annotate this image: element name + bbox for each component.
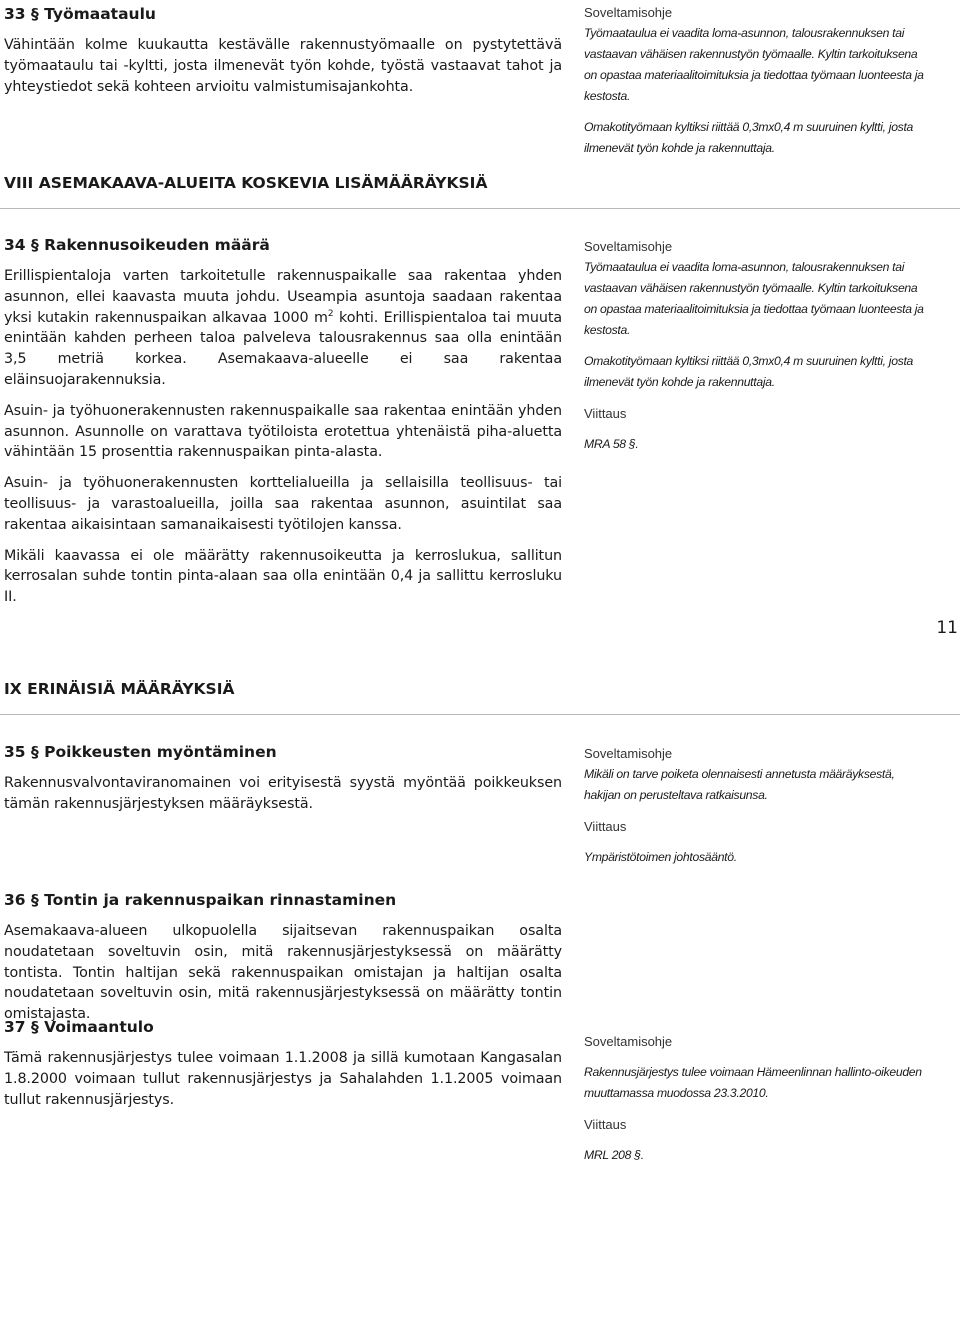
- section-35-body: [4, 773, 562, 815]
- section-33-note: [584, 2, 929, 159]
- note-label: Soveltamisohje: [584, 239, 673, 254]
- section-divider: [0, 714, 960, 715]
- section-ix-title: IX ERINÄISIÄ MÄÄRÄYKSIÄ: [4, 680, 235, 698]
- section-34-note: [584, 236, 929, 455]
- section-36-body: [4, 921, 562, 1025]
- note-label: Soveltamisohje: [584, 5, 673, 20]
- page-number: 11: [936, 618, 958, 638]
- section-33-body: [4, 35, 562, 97]
- section-33-heading: 33 § Työmaataulu: [4, 5, 156, 23]
- section-viii-title: VIII ASEMAKAAVA-ALUEITA KOSKEVIA LISÄMÄÄRÄYKSIÄ: [4, 174, 488, 192]
- note-text-2: Omakotityömaan kyltiksi riittää 0,3mx0,4 m suuruinen kyltti, josta ilmenevät työn kohde ja rakennuttaja.: [584, 120, 914, 155]
- section-34-body: [4, 266, 562, 608]
- reference-text: MRL 208 §.: [584, 1148, 644, 1162]
- note-text: Työmaataulua ei vaadita loma-asunnon, talousrakennuksen tai vastaavan vähäisen rakennustyön työmaalle. Kyltin tarkoituksena on opastaa materiaalitoimituksia ja tiedottaa työmaan luonteesta ja kestosta.: [584, 260, 924, 337]
- section-34-heading: 34 § Rakennusoikeuden määrä: [4, 236, 270, 254]
- section-34-paragraph-3: Asuin- ja työhuonerakennusten korttelialueilla ja sellaisilla teollisuus- tai teollisuus- ja varastoalueilla, joilla saa rakentaa asunnon, asuintilat saa rakentaa aikaisintaan samanaikaisesti työtilojen kanssa.: [4, 475, 562, 533]
- section-34-paragraph-1: Erillispientaloja varten tarkoitetulle rakennuspaikalle saa rakentaa yhden asunnon, ellei kaavasta muuta johdu. Useampia asuntoja saadaan rakentaa yksi kutakin rakennuspaikan alkavaa 1000 $m^2$ kohti. Erillispientaloa tai muuta enintään kahden perheen taloa palveleva talousrakennus saa olla enintään 3,5 metriä korkea. Asemakaava-alueelle ei saa rakentaa eläinsuojarakennuksia.: [4, 268, 563, 388]
- reference-label: Viittaus: [584, 1117, 627, 1132]
- section-35-heading: 35 § Poikkeusten myöntäminen: [4, 743, 277, 761]
- section-37-note: [584, 1031, 929, 1166]
- section-34-paragraph-2: Asuin- ja työhuonerakennusten rakennuspaikalle saa rakentaa enintään yhden asunnon. Asunnolle on varattava työtiloista erotettua yhtenäistä piha-aluetta vähintään 15 prosenttia rakennuspaikan pinta-alasta.: [4, 402, 562, 461]
- note-text-2: Omakotityömaan kyltiksi riittää 0,3mx0,4 m suuruinen kyltti, josta ilmenevät työn kohde ja rakennuttaja.: [584, 354, 914, 389]
- note-text: Mikäli on tarve poiketa olennaisesti annetusta määräyksestä, hakijan on perusteltava ratkaisunsa.: [584, 767, 895, 802]
- reference-text: Ympäristötoimen johtosääntö.: [584, 850, 737, 864]
- note-label: Soveltamisohje: [584, 1034, 673, 1049]
- section-divider: [0, 208, 960, 209]
- section-37-text: Tämä rakennusjärjestys tulee voimaan 1.1.2008 ja sillä kumotaan Kangasalan 1.8.2000 voimaan tullut rakennusjärjestys ja Sahalahden 1.1.2005 voimaan tullut rakennusjärjestys.: [4, 1050, 562, 1108]
- section-37-heading: 37 § Voimaantulo: [4, 1018, 154, 1036]
- note-text: Rakennusjärjestys tulee voimaan Hämeenlinnan hallinto-oikeuden muuttamassa muodossa 23.3.2010.: [584, 1065, 922, 1100]
- reference-label: Viittaus: [584, 819, 627, 834]
- section-37-body: [4, 1048, 562, 1110]
- section-33-text: Vähintään kolme kuukautta kestävälle rakennustyömaalle on pystytettävä työmaataulu tai -kyltti, josta ilmenevät työn kohde, työstä vastaavat tahot ja yhteystiedot sekä kohteen arvioitu valmistumisajankohta.: [4, 37, 562, 95]
- section-36-heading: 36 § Tontin ja rakennuspaikan rinnastaminen: [4, 891, 397, 909]
- reference-label: Viittaus: [584, 406, 627, 421]
- reference-text: MRA 58 §.: [584, 437, 639, 451]
- note-label: Soveltamisohje: [584, 746, 673, 761]
- section-36-text: Asemakaava-alueen ulkopuolella sijaitsevan rakennuspaikan osalta noudatetaan soveltuvin osin, mitä rakennusjärjestyksessä on määrätty tontista. Tontin haltijan sekä rakennuspaikan omistajan ja haltijan osalta noudatetaan soveltuvin osin, mitä rakennusjärjestyksessä on määrätty tontin omistajasta.: [4, 923, 562, 1023]
- section-35-note: [584, 743, 929, 868]
- section-34-paragraph-4: Mikäli kaavassa ei ole määrätty rakennusoikeutta ja kerroslukua, sallitun kerrosalan suhde tontin pinta-alaan saa olla enintään 0,4 ja sallittu kerrosluku II.: [4, 547, 562, 606]
- section-35-text: Rakennusvalvontaviranomainen voi erityisestä syystä myöntää poikkeuksen tämän rakennusjärjestyksen määräyksestä.: [4, 775, 562, 812]
- note-text: Työmaataulua ei vaadita loma-asunnon, talousrakennuksen tai vastaavan vähäisen rakennustyön työmaalle. Kyltin tarkoituksena on opastaa materiaalitoimituksia ja tiedottaa työmaan luonteesta ja kestosta.: [584, 26, 924, 103]
